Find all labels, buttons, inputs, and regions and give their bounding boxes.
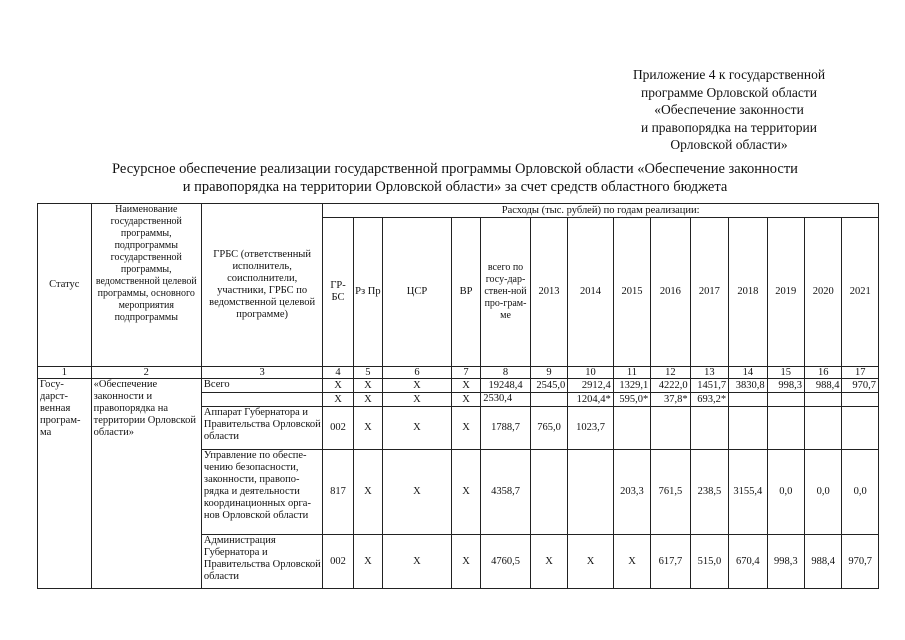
header-grbs: ГРБС (ответственный исполнитель, соисполнители, участники, ГРБС по ведомственной целевой программе): [201, 204, 322, 367]
year-cell: 0,0: [805, 450, 842, 535]
column-number: 13: [690, 367, 728, 379]
grbs-cell: Администрация Губернатора и Правительства Орловской области: [201, 535, 322, 589]
program-name-cell: «Обеспечение законности и правопорядка на территории Орловской области»: [91, 379, 201, 589]
header-grbs-code: ГР-БС: [323, 218, 353, 367]
year-cell: 988,4: [805, 535, 842, 589]
header-year: 2015: [613, 218, 650, 367]
appendix-line: «Обеспечение законности: [654, 102, 804, 117]
header-year: 2016: [651, 218, 690, 367]
year-cell: 0,0: [767, 450, 804, 535]
column-number: 12: [651, 367, 690, 379]
year-cell: 761,5: [651, 450, 690, 535]
year-cell: 2912,4: [568, 379, 614, 393]
year-cell: 693,2*: [690, 393, 728, 407]
year-cell: 1451,7: [690, 379, 728, 393]
year-cell: 1204,4*: [568, 393, 614, 407]
year-cell: 998,3: [767, 379, 804, 393]
csr-cell: Х: [383, 393, 452, 407]
grbs-cell: [201, 393, 322, 407]
column-number: 5: [353, 367, 382, 379]
year-cell: [729, 393, 767, 407]
budget-table: [37, 203, 879, 589]
header-year: 2018: [729, 218, 767, 367]
header-year: 2020: [805, 218, 842, 367]
vr-cell: Х: [451, 379, 480, 393]
year-cell: Х: [568, 535, 614, 589]
title-line: и правопорядка на территории Орловской области» за счет средств областного бюджета: [182, 179, 728, 195]
year-cell: [805, 393, 842, 407]
year-cell: [842, 407, 879, 450]
grbs-code-cell: 002: [323, 535, 353, 589]
column-number: 16: [805, 367, 842, 379]
column-number: 17: [842, 367, 879, 379]
year-cell: [651, 407, 690, 450]
year-cell: [613, 407, 650, 450]
rzpr-cell: Х: [353, 393, 382, 407]
column-number: 14: [729, 367, 767, 379]
year-cell: [767, 393, 804, 407]
vr-cell: Х: [451, 393, 480, 407]
total-cell: 1788,7: [481, 407, 531, 450]
column-number: 9: [530, 367, 567, 379]
header-year: 2014: [568, 218, 614, 367]
csr-cell: Х: [383, 379, 452, 393]
year-cell: 37,8*: [651, 393, 690, 407]
vr-cell: Х: [451, 407, 480, 450]
year-cell: 0,0: [842, 450, 879, 535]
year-cell: [805, 407, 842, 450]
column-number: 11: [613, 367, 650, 379]
grbs-cell: Управление по обеспе-чению безопасности, законности, правопо-рядка и деятельности координационных орга-нов Орловской области: [201, 450, 322, 535]
year-cell: 970,7: [842, 379, 879, 393]
year-cell: [568, 450, 614, 535]
header-vr: ВР: [451, 218, 480, 367]
rzpr-cell: Х: [353, 407, 382, 450]
header-total: всего по госу-дар-ствен-ной про-грам-ме: [481, 218, 531, 367]
grbs-cell: Аппарат Губернатора и Правительства Орловской области: [201, 407, 322, 450]
year-cell: Х: [530, 535, 567, 589]
year-cell: [842, 393, 879, 407]
header-rzpr: Рз Пр: [353, 218, 382, 367]
year-cell: [767, 407, 804, 450]
grbs-cell: Всего: [201, 379, 322, 393]
appendix-line: и правопорядка на территории: [640, 119, 817, 135]
header-status: Статус: [38, 204, 92, 367]
table-row: [38, 379, 879, 393]
total-cell: 4358,7: [481, 450, 531, 535]
column-number: 3: [201, 367, 322, 379]
header-csr: ЦСР: [383, 218, 452, 367]
column-number: 6: [383, 367, 452, 379]
year-cell: 3155,4: [729, 450, 767, 535]
header-year: 2019: [767, 218, 804, 367]
vr-cell: Х: [451, 535, 480, 589]
year-cell: 2545,0: [530, 379, 567, 393]
year-cell: 765,0: [530, 407, 567, 450]
column-number: 15: [767, 367, 804, 379]
header-name: Наименование государственной программы, подпрограммы государственной программы, ведомственной целевой программы, основного мероприятия подпрограммы: [91, 204, 201, 367]
header-expenses-group: Расходы (тыс. рублей) по годам реализации:: [323, 204, 879, 218]
rzpr-cell: Х: [353, 535, 382, 589]
year-cell: 998,3: [767, 535, 804, 589]
total-cell: 2530,4: [481, 393, 531, 407]
column-number: 8: [481, 367, 531, 379]
year-cell: [530, 393, 567, 407]
appendix-line: Приложение 4 к государственной: [632, 67, 826, 82]
csr-cell: Х: [383, 535, 452, 589]
year-cell: 970,7: [842, 535, 879, 589]
grbs-code-cell: Х: [323, 379, 353, 393]
status-cell: Госу-дарст-венная програм-ма: [38, 379, 92, 589]
year-cell: [729, 407, 767, 450]
vr-cell: Х: [451, 450, 480, 535]
appendix-note: [598, 66, 860, 154]
appendix-line: программе Орловской области: [641, 84, 817, 100]
header-year: 2017: [690, 218, 728, 367]
column-number: 10: [568, 367, 614, 379]
header-year: 2013: [530, 218, 567, 367]
document-title: [60, 160, 850, 196]
column-number: 2: [91, 367, 201, 379]
grbs-code-cell: 002: [323, 407, 353, 450]
year-cell: 203,3: [613, 450, 650, 535]
year-cell: 1329,1: [613, 379, 650, 393]
year-cell: 1023,7: [568, 407, 614, 450]
year-cell: 988,4: [805, 379, 842, 393]
year-cell: 670,4: [729, 535, 767, 589]
grbs-code-cell: 817: [323, 450, 353, 535]
header-year: 2021: [842, 218, 879, 367]
year-cell: 515,0: [690, 535, 728, 589]
year-cell: [690, 407, 728, 450]
year-cell: Х: [613, 535, 650, 589]
year-cell: 595,0*: [613, 393, 650, 407]
grbs-code-cell: Х: [323, 393, 353, 407]
csr-cell: Х: [383, 450, 452, 535]
year-cell: [530, 450, 567, 535]
year-cell: 4222,0: [651, 379, 690, 393]
title-line: Ресурсное обеспечение реализации государственной программы Орловской области «Обеспечение законности: [112, 161, 798, 177]
total-cell: 4760,5: [481, 535, 531, 589]
column-number: 7: [451, 367, 480, 379]
year-cell: 617,7: [651, 535, 690, 589]
rzpr-cell: Х: [353, 379, 382, 393]
csr-cell: Х: [383, 407, 452, 450]
year-cell: 238,5: [690, 450, 728, 535]
year-cell: 3830,8: [729, 379, 767, 393]
rzpr-cell: Х: [353, 450, 382, 535]
column-number: 4: [323, 367, 353, 379]
column-number: 1: [38, 367, 92, 379]
appendix-line: Орловской области»: [670, 137, 788, 152]
total-cell: 19248,4: [481, 379, 531, 393]
